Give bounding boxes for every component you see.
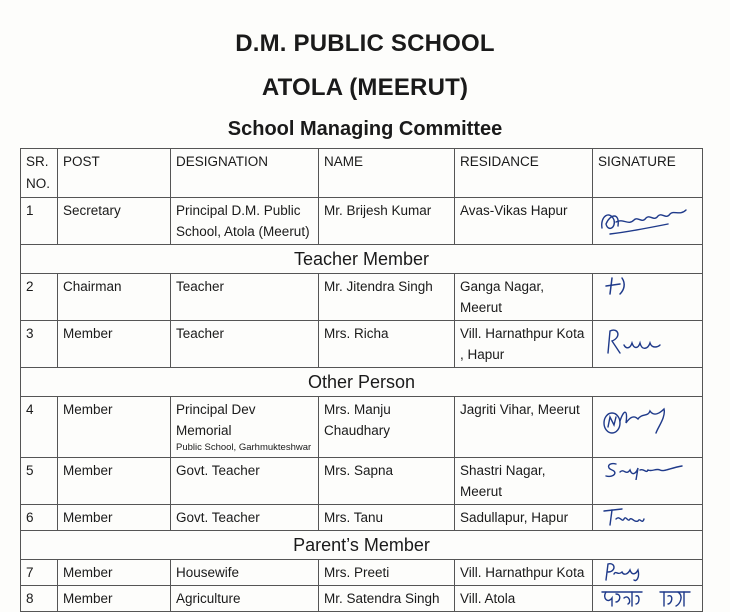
cell-sr: 1 [21, 198, 58, 245]
cell-sr: 7 [21, 560, 58, 586]
cell-name: Mr. Satendra Singh [319, 586, 455, 612]
cell-post: Member [58, 458, 171, 505]
col-post: POST [58, 149, 171, 198]
cell-sr: 8 [21, 586, 58, 612]
committee-title: School Managing Committee [227, 118, 503, 140]
signature-8-handwritten [598, 586, 697, 608]
cell-name: Mrs. Richa [319, 321, 455, 368]
cell-designation [171, 397, 319, 458]
cell-residance: Vill. Atola [455, 586, 593, 612]
cell-signature [593, 321, 703, 368]
cell-name: Mr. Brijesh Kumar [319, 198, 455, 245]
section-title: Parent’s Member [21, 531, 703, 560]
table-row [21, 505, 703, 531]
cell-designation: Govt. Teacher [171, 458, 319, 505]
cell-designation: Teacher [171, 321, 319, 368]
section-title: Other Person [21, 368, 703, 397]
table-header-row [21, 149, 703, 198]
cell-sr: 4 [21, 397, 58, 458]
cell-signature [593, 560, 703, 586]
cell-post: Chairman [58, 274, 171, 321]
cell-post: Member [58, 321, 171, 368]
cell-sr: 3 [21, 321, 58, 368]
cell-signature [593, 586, 703, 612]
signature-7-handwritten [598, 560, 697, 582]
designation-subline: Public School, Garhmukteshwar [176, 442, 312, 453]
cell-post: Member [58, 586, 171, 612]
cell-residance: Shastri Nagar, Meerut [455, 458, 593, 505]
table-row [21, 458, 703, 505]
cell-post: Member [58, 397, 171, 458]
signature-1-handwritten [598, 200, 697, 238]
col-name: NAME [319, 149, 455, 198]
signature-6-handwritten [598, 505, 697, 527]
cell-name: Mrs. Preeti [319, 560, 455, 586]
col-designation: DESIGNATION [171, 149, 319, 198]
signature-5-handwritten [598, 458, 697, 480]
cell-sr: 6 [21, 505, 58, 531]
cell-signature [593, 198, 703, 245]
table-row [21, 321, 703, 368]
table-row [21, 274, 703, 321]
table-row [21, 586, 703, 612]
cell-post: Secretary [58, 198, 171, 245]
section-other-person [21, 368, 703, 397]
cell-name: Mrs. Tanu [319, 505, 455, 531]
cell-post: Member [58, 505, 171, 531]
table-row [21, 560, 703, 586]
cell-signature [593, 397, 703, 458]
signature-4-handwritten [598, 399, 697, 437]
cell-post: Member [58, 560, 171, 586]
table-row [21, 198, 703, 245]
signature-3-handwritten [598, 323, 697, 359]
cell-residance: Vill. Harnathpur Kota [455, 560, 593, 586]
cell-designation: Govt. Teacher [171, 505, 319, 531]
section-parents-member [21, 531, 703, 560]
cell-sr: 5 [21, 458, 58, 505]
cell-designation: Teacher [171, 274, 319, 321]
school-location: ATOLA (MEERUT) [261, 74, 469, 101]
cell-sr: 2 [21, 274, 58, 321]
cell-designation: Agriculture [171, 586, 319, 612]
cell-name: Mr. Jitendra Singh [319, 274, 455, 321]
table-row [21, 397, 703, 458]
cell-signature [593, 505, 703, 531]
cell-signature [593, 458, 703, 505]
section-title: Teacher Member [21, 245, 703, 274]
cell-signature [593, 274, 703, 321]
col-signature: SIGNATURE [593, 149, 703, 198]
signature-2-handwritten [598, 274, 697, 296]
col-sr-no: SR. NO. [21, 149, 58, 198]
cell-residance: Vill. Harnathpur Kota , Hapur [455, 321, 593, 368]
school-name: D.M. PUBLIC SCHOOL [235, 30, 495, 57]
section-teacher-member [21, 245, 703, 274]
cell-name: Mrs. Manju Chaudhary [319, 397, 455, 458]
cell-residance: Sadullapur, Hapur [455, 505, 593, 531]
cell-name: Mrs. Sapna [319, 458, 455, 505]
cell-residance: Jagriti Vihar, Meerut [455, 397, 593, 458]
cell-designation: Principal D.M. Public School, Atola (Meerut) [171, 198, 319, 245]
cell-residance: Ganga Nagar, Meerut [455, 274, 593, 321]
cell-residance: Avas-Vikas Hapur [455, 198, 593, 245]
col-residance: RESIDANCE [455, 149, 593, 198]
designation-line: Principal Dev Memorial [176, 402, 256, 438]
cell-designation: Housewife [171, 560, 319, 586]
committee-table [20, 148, 703, 612]
